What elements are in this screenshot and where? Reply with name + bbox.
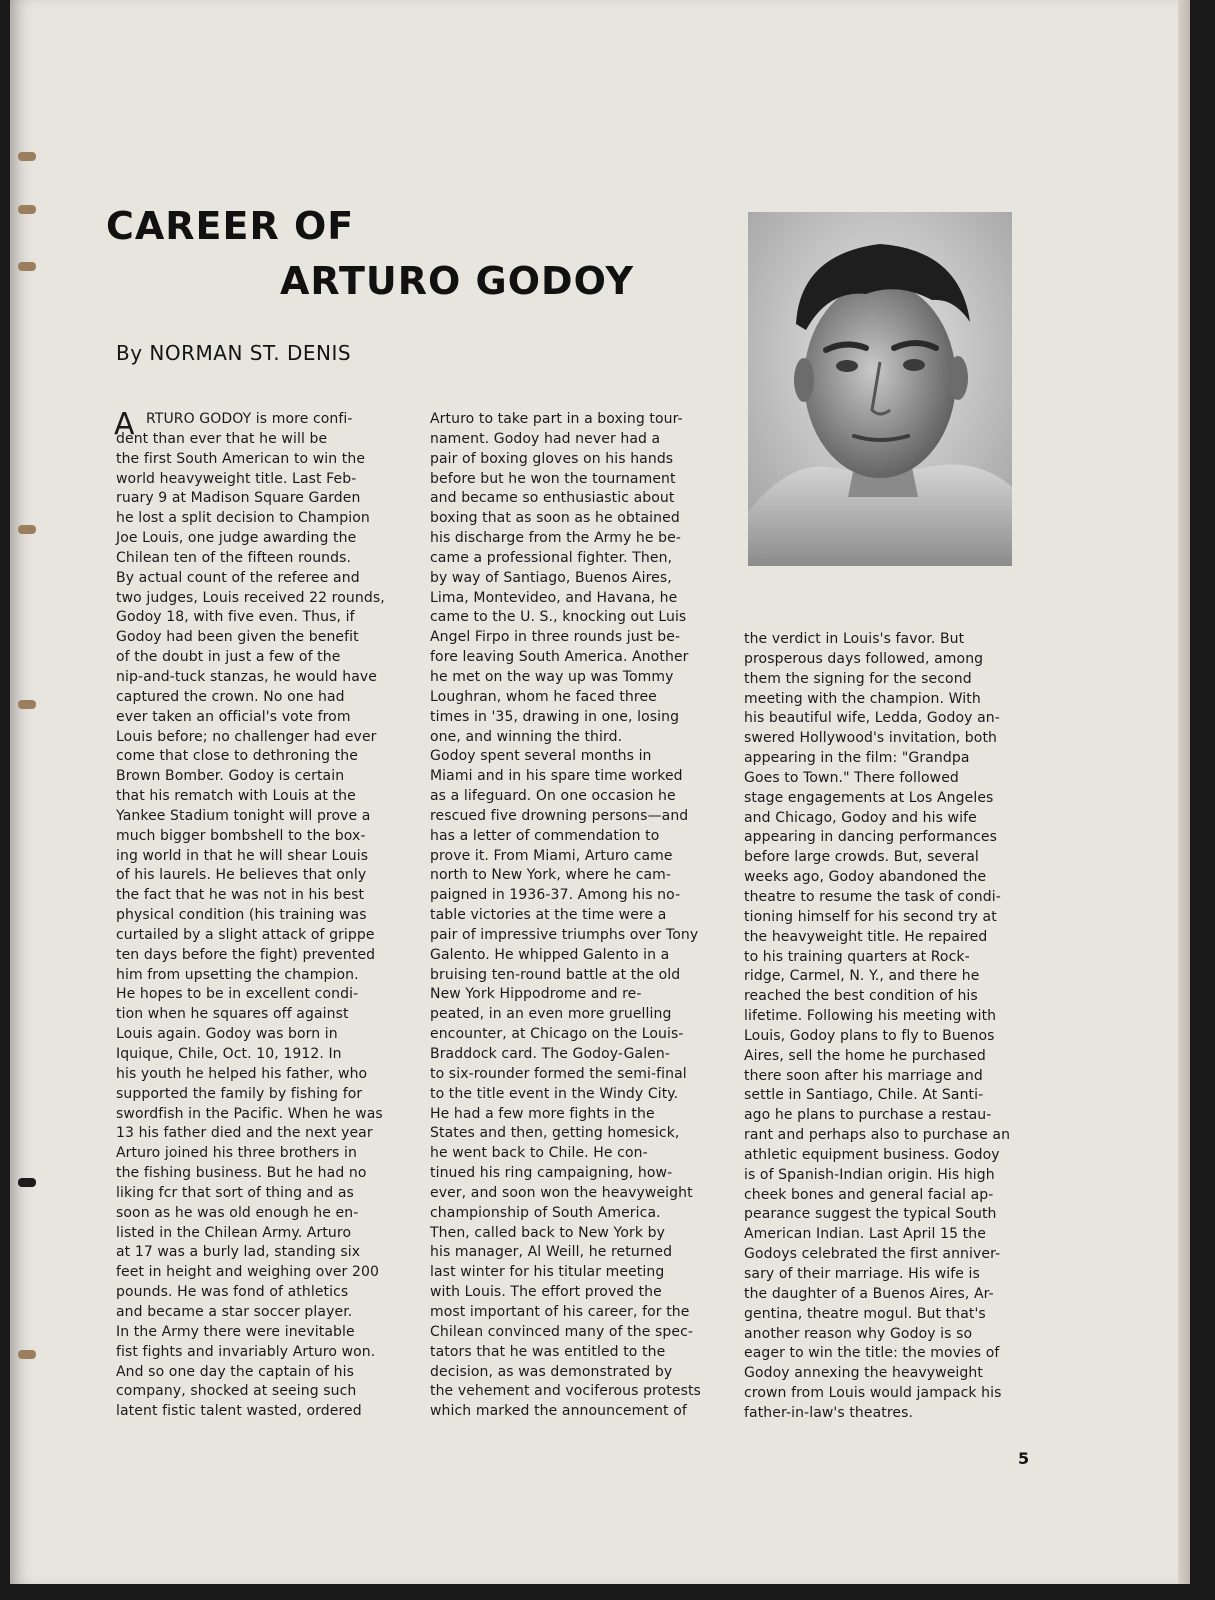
article-title-line-1: CAREER OF [106,204,355,248]
article-column-2: Arturo to take part in a boxing tour- nament. Godoy had never had a pair of boxing gloves on his hands before but he won the tournament and became so enthusiastic about boxing that as soon as he obtained his discharge from the Army he be- came a professional fighter. Then, by way of Santiago, Buenos Aires, Lima, Montevideo, and Havana, he came to the U. S., knocking out Luis Angel Firpo in three rounds just be- fore leaving South America. Another he met on the way up was Tommy Loughran, whom he faced three times in '35, drawing in one, losing one, and winning the third. Godoy spent several months in Miami and in his spare time worked as a lifeguard. On one occasion he rescued five drowning persons—and has a letter of commendation to prove it. From Miami, Arturo came north to New York, where he cam- paigned in 1936-37. Among his no- table victories at the time were a pair of impressive triumphs over Tony Galento. He whipped Galento in a bruising ten-round battle at the old New York Hippodrome and re- peated, in an even more gruelling encounter, at Chicago on the Louis- Braddock card. The Godoy-Galen- to six-rounder formed the semi-final to the title event in the Windy City. He had a few more fights in the States and then, getting homesick, he went back to Chile. He con- tinued his ring campaigning, how- ever, and soon won the heavyweight championship of South America. Then, called back to New York by his manager, Al Weill, he returned last winter for his titular meeting with Louis. The effort proved the most important of his career, for the Chilean convinced many of the spec- tators that he was entitled to the decision, as was demonstrated by the vehement and vociferous protests which marked the announcement of [430,411,701,1420]
article-dropcap: A [114,407,135,442]
article-column-1: RTURO GODOY is more confi- dent than ever that he will be the first South American to win the world heavyweight title. Last Feb- ruary 9 at Madison Square Garden he lost a split decision to Champion Joe Louis, one judge awarding the Chilean ten of the fifteen rounds. By actual count of the referee and two judges, Louis received 22 rounds, Godoy 18, with five even. Thus, if Godoy had been given the benefit of the doubt in just a few of the nip-and-tuck stanzas, he would have captured the crown. No one had ever taken an official's vote from Louis before; no challenger had ever come that close to dethroning the Brown Bomber. Godoy is certain that his rematch with Louis at the Yankee Stadium tonight will prove a much bigger bombshell to the box- ing world in that he will shear Louis of his laurels. He believes that only the fact that he was not in his best physical condition (his training was curtailed by a slight attack of grippe ten days before the fight) prevented him from upsetting the champion. He hopes to be in excellent condi- tion when he squares off against Louis again. Godoy was born in Iquique, Chile, Oct. 10, 1912. In his youth he helped his father, who supported the family by fishing for swordfish in the Pacific. When he was 13 his father died and the next year Arturo joined his three brothers in the fishing business. But he had no liking fcr that sort of thing and as soon as he was old enough he en- listed in the Chilean Army. Arturo at 17 was a burly lad, standing six feet in height and weighing over 200 pounds. He was fond of athletics and became a star soccer player. In the Army there were inevitable fist fights and invariably Arturo won. And so one day the captain of his company, shocked at seeing such latent fistic talent wasted, ordered [116,411,385,1420]
page-number: 5 [1018,1449,1030,1468]
magazine-page [10,0,1180,1584]
article-byline: By NORMAN ST. DENIS [116,341,352,365]
article-title-line-2: ARTURO GODOY [280,259,635,303]
article-column-3: the verdict in Louis's favor. But prosperous days followed, among them the signing for the second meeting with the champion. With his beautiful wife, Ledda, Godoy an- swered Hollywood's invitation, both appearing in the film: "Grandpa Goes to Town." There followed stage engagements at Los Angeles and Chicago, Godoy and his wife appearing in dancing performances before large crowds. But, several weeks ago, Godoy abandoned the theatre to resume the task of condi- tioning himself for his second try at the heavyweight title. He repaired to his training quarters at Rock- ridge, Carmel, N. Y., and there he reached the best condition of his lifetime. Following his meeting with Louis, Godoy plans to fly to Buenos Aires, sell the home he purchased there soon after his marriage and settle in Santiago, Chile. At Santi- ago he plans to purchase a restau- rant and perhaps also to purchase an athletic equipment business. Godoy is of Spanish-Indian origin. His high cheek bones and general facial ap- pearance suggest the typical South American Indian. Last April 15 the Godoys celebrated the first anniver- sary of their marriage. His wife is the daughter of a Buenos Aires, Ar- gentina, theatre mogul. But that's another reason why Godoy is so eager to win the title: the movies of Godoy annexing the heavyweight crown from Louis would jampack his father-in-law's theatres. [744,631,1011,1421]
page-edge [1178,0,1190,1584]
portrait-illustration [748,212,1012,566]
boxer-portrait-photo [748,212,1012,566]
binding-stitches [18,0,40,1584]
